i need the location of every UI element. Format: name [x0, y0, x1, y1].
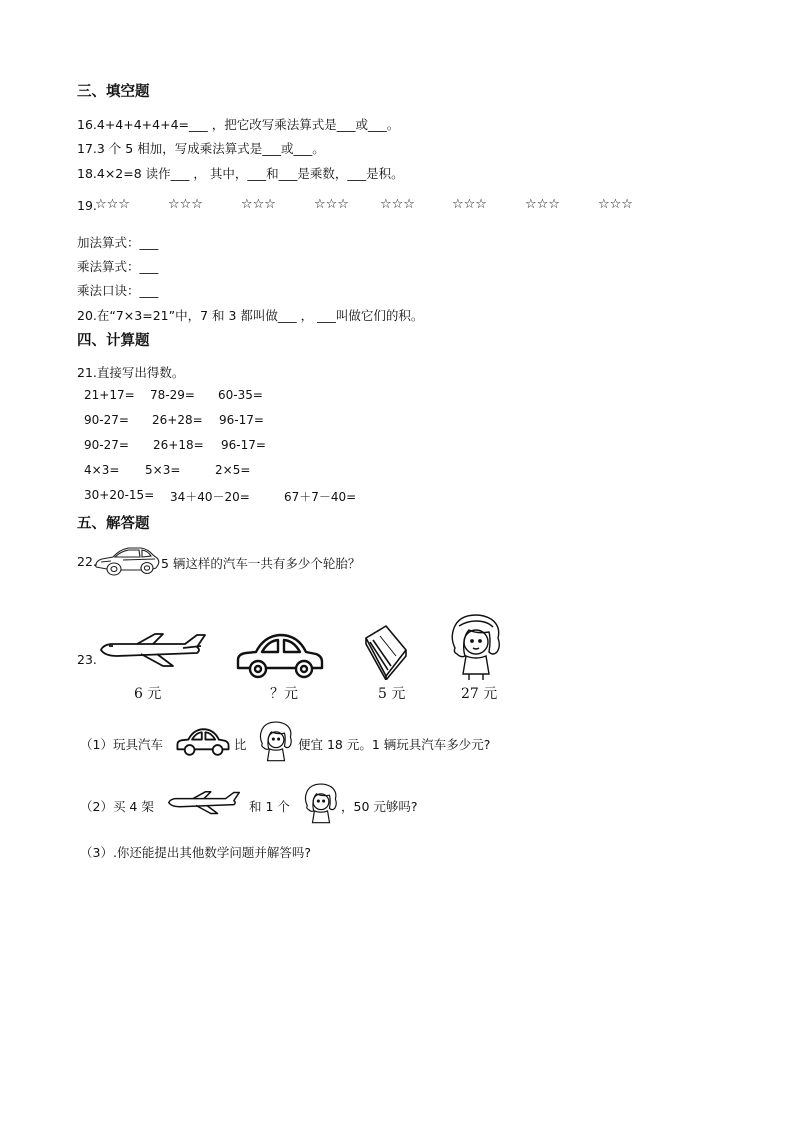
doll-icon: [447, 612, 505, 682]
airplane-icon-small: [166, 790, 242, 818]
toy-car-icon: [234, 630, 326, 682]
calc-item: 21+17=: [84, 388, 135, 402]
question-17: 17.3 个 5 相加，写成乘法算式是___或___。: [77, 141, 325, 156]
doll-icon-small: [257, 720, 295, 766]
multiplication-formula-line: 乘法算式：___: [77, 259, 159, 274]
addition-formula-line: 加法算式：___: [77, 235, 159, 250]
star-group: ☆☆☆: [380, 197, 415, 212]
section-calc-heading: 四、计算题: [77, 333, 150, 349]
calc-item: 60-35=: [218, 388, 263, 402]
calc-item: 90-27=: [84, 438, 129, 452]
star-group: ☆☆☆: [95, 197, 130, 212]
calc-item: 2×5=: [215, 463, 251, 477]
question-23-part1-c: 便宜 18 元。1 辆玩具汽车多少元?: [298, 737, 491, 752]
section-answer-heading: 五、解答题: [77, 516, 150, 532]
book-icon: [360, 622, 410, 680]
calc-item: 34＋40－20=: [170, 490, 250, 504]
question-22-number: 22.: [77, 554, 97, 569]
star-group: ☆☆☆: [598, 197, 633, 212]
question-16: 16.4+4+4+4+4=___ ，把它改写乘法算式是___或___。: [77, 117, 400, 132]
calc-item: 30+20-15=: [84, 488, 155, 502]
question-20: 20.在“7×3=21”中，7 和 3 都叫做___ ， ___叫做它们的积。: [77, 308, 424, 323]
airplane-icon: [97, 632, 209, 672]
calc-item: 78-29=: [150, 388, 195, 402]
star-group: ☆☆☆: [314, 197, 349, 212]
book-price: 5 元: [378, 686, 406, 702]
question-23-part1-b: 比: [234, 737, 247, 752]
star-group: ☆☆☆: [452, 197, 487, 212]
question-23-part3: （3）.你还能提出其他数学问题并解答吗?: [80, 845, 312, 860]
doll-price: 27 元: [461, 686, 498, 702]
calc-item: 90-27=: [84, 413, 129, 427]
multiplication-rhyme-line: 乘法口诀：___: [77, 283, 159, 298]
question-23-part1-a: （1）玩具汽车: [80, 737, 163, 752]
question-23-part2-b: 和 1 个: [249, 799, 290, 814]
calc-item: 4×3=: [84, 463, 120, 477]
doll-icon-small: [302, 782, 340, 828]
question-19-number: 19.: [77, 198, 97, 213]
question-23-part2-c: ，50 元够吗?: [341, 799, 418, 814]
toy-car-icon-small: [175, 726, 231, 758]
star-group: ☆☆☆: [525, 197, 560, 212]
calc-item: 26+18=: [153, 438, 204, 452]
airplane-price: 6 元: [134, 686, 162, 702]
calc-item: 96-17=: [219, 413, 264, 427]
calc-item: 5×3=: [145, 463, 181, 477]
star-group: ☆☆☆: [168, 197, 203, 212]
question-23-number: 23.: [77, 652, 97, 667]
toy-car-price: ？元: [270, 686, 298, 702]
calc-item: 67＋7－40=: [284, 490, 357, 504]
sedan-car-icon: [93, 543, 161, 579]
question-22-text: 5 辆这样的汽车一共有多少个轮胎？: [161, 556, 361, 571]
question-23-part2-a: （2）买 4 架: [80, 799, 154, 814]
star-group: ☆☆☆: [241, 197, 276, 212]
section-fill-heading: 三、填空题: [77, 84, 150, 100]
question-21-title: 21.直接写出得数。: [77, 365, 185, 380]
calc-item: 96-17=: [221, 438, 266, 452]
calc-item: 26+28=: [152, 413, 203, 427]
question-18: 18.4×2=8 读作___ ， 其中，___和___是乘数，___是积。: [77, 166, 404, 181]
